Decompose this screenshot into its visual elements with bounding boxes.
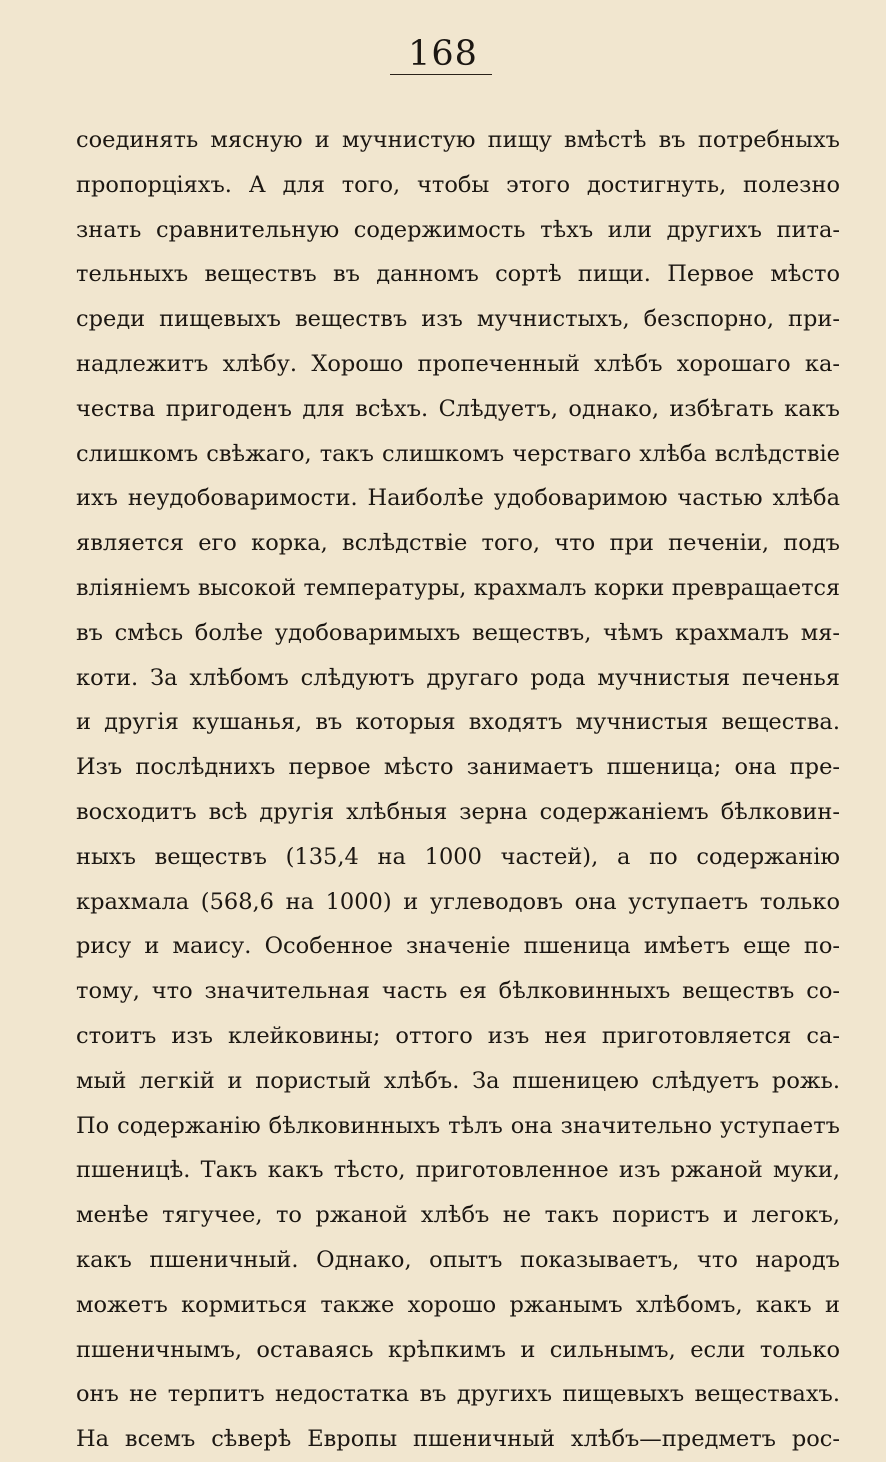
- text-line: слишкомъ свѣжаго, такъ слишкомъ черстваго хлѣба вслѣдствіе: [76, 440, 840, 467]
- text-line: мый легкій и пористый хлѣбъ. За пшеницею слѣдуетъ рожь.: [76, 1067, 840, 1094]
- text-line: въ смѣсь болѣе удобоваримыхъ веществъ, чѣмъ крахмалъ мя-: [76, 619, 840, 646]
- page-number-rule: [390, 74, 492, 75]
- text-line: вліяніемъ высокой температуры, крахмалъ корки превращается: [76, 574, 840, 601]
- page-number: 168: [408, 34, 478, 74]
- text-line: чества пригоденъ для всѣхъ. Слѣдуетъ, однако, избѣгать какъ: [76, 395, 840, 422]
- text-line: менѣе тягучее, то ржаной хлѣбъ не такъ пористъ и легокъ,: [76, 1202, 840, 1229]
- text-line: крахмала (568,6 на 1000) и углеводовъ она уступаетъ только: [76, 888, 840, 915]
- text-line: пшеницѣ. Такъ какъ тѣсто, приготовленное изъ ржаной муки,: [76, 1157, 840, 1184]
- text-line: восходитъ всѣ другія хлѣбныя зерна содержаніемъ бѣлковин-: [76, 798, 840, 825]
- text-line: соединять мясную и мучнистую пищу вмѣстѣ въ потребныхъ: [76, 127, 840, 153]
- text-line: коти. За хлѣбомъ слѣдуютъ другаго рода мучнистыя печенья: [76, 664, 840, 691]
- text-line: По содержанію бѣлковинныхъ тѣлъ она значительно уступаетъ: [76, 1112, 840, 1139]
- text-line: какъ пшеничный. Однако, опытъ показываетъ, что народъ: [76, 1246, 840, 1273]
- text-line: тому, что значительная часть ея бѣлковинныхъ веществъ со-: [76, 978, 840, 1005]
- text-line: На всемъ сѣверѣ Европы пшеничный хлѣбъ—предметъ рос-: [76, 1426, 840, 1453]
- text-line: ныхъ веществъ (135,4 на 1000 частей), а по содержанію: [76, 843, 840, 870]
- text-line: онъ не терпитъ недостатка въ другихъ пищевыхъ веществахъ.: [76, 1381, 840, 1408]
- body-text: [76, 118, 840, 1462]
- text-line: и другія кушанья, въ которыя входятъ мучнистыя вещества.: [76, 709, 840, 736]
- text-line: Изъ послѣднихъ первое мѣсто занимаетъ пшеница; она пре-: [76, 754, 840, 781]
- text-line: рису и маису. Особенное значеніе пшеница имѣетъ еще по-: [76, 933, 840, 960]
- text-line: знать сравнительную содержимость тѣхъ или другихъ пита-: [76, 216, 840, 243]
- text-line: тельныхъ веществъ въ данномъ сортѣ пищи. Первое мѣсто: [76, 261, 840, 288]
- text-line: можетъ кормиться также хорошо ржанымъ хлѣбомъ, какъ и: [76, 1291, 840, 1318]
- text-line: стоитъ изъ клейковины; оттого изъ нея приготовляется са-: [76, 1022, 840, 1049]
- text-line: ихъ неудобоваримости. Наиболѣе удобоваримою частью хлѣба: [76, 485, 840, 512]
- text-line: является его корка, вслѣдствіе того, что при печеніи, подъ: [76, 530, 840, 557]
- text-line: среди пищевыхъ веществъ изъ мучнистыхъ, безспорно, при-: [76, 306, 840, 333]
- text-line: пшеничнымъ, оставаясь крѣпкимъ и сильнымъ, если только: [76, 1336, 840, 1363]
- text-line: пропорціяхъ. А для того, чтобы этого достигнуть, полезно: [76, 171, 840, 198]
- text-line: надлежитъ хлѣбу. Хорошо пропеченный хлѣбъ хорошаго ка-: [76, 350, 840, 377]
